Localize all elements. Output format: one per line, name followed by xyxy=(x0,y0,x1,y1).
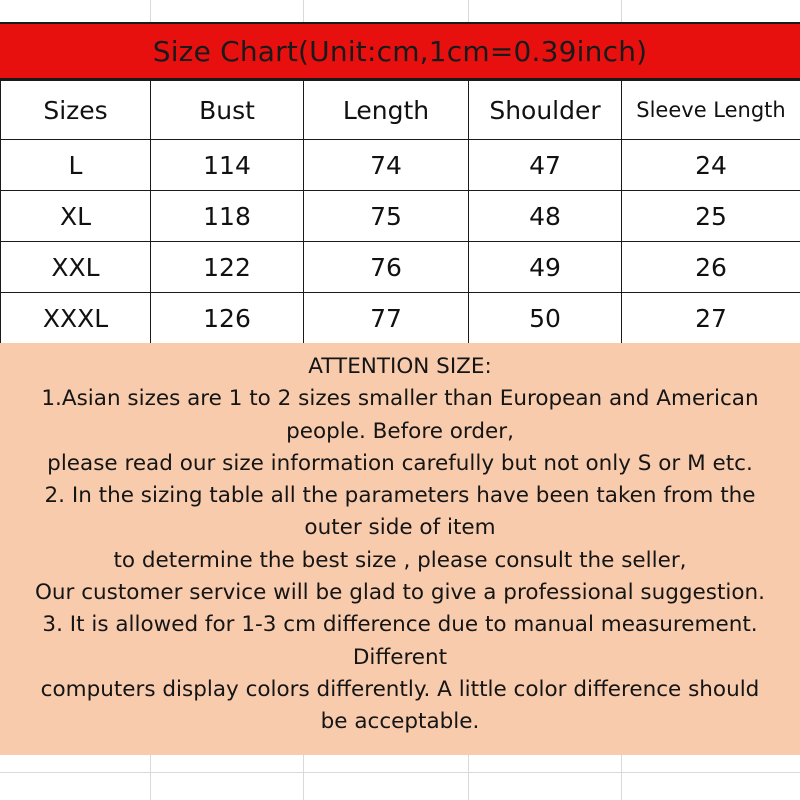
cell-sleeve-length: 25 xyxy=(622,191,800,242)
table-row xyxy=(1,191,800,242)
header-sleeve-length: Sleeve Length xyxy=(622,81,800,140)
attention-line: 3. It is allowed for 1-3 cm difference due to manual measurement. xyxy=(42,612,758,638)
cell-length: 75 xyxy=(304,191,469,242)
table-row xyxy=(1,140,800,191)
header-sizes: Sizes xyxy=(1,81,151,140)
attention-line: people. Before order, xyxy=(286,418,514,444)
attention-line: be acceptable. xyxy=(320,709,480,735)
attention-line: Different xyxy=(352,644,448,670)
cell-bust: 126 xyxy=(151,293,304,344)
header-length: Length xyxy=(304,81,469,140)
attention-heading: ATTENTION SIZE: xyxy=(308,354,492,379)
cell-shoulder: 49 xyxy=(469,242,622,293)
cell-size: XXL xyxy=(1,242,151,293)
cell-bust: 122 xyxy=(151,242,304,293)
attention-line: outer side of item xyxy=(304,515,496,541)
attention-line: 1.Asian sizes are 1 to 2 sizes smaller than European and American xyxy=(41,386,759,412)
table-row xyxy=(1,293,800,344)
cell-shoulder: 47 xyxy=(469,140,622,191)
cell-length: 74 xyxy=(304,140,469,191)
cell-shoulder: 50 xyxy=(469,293,622,344)
table-row xyxy=(1,242,800,293)
cell-size: L xyxy=(1,140,151,191)
attention-line: Our customer service will be glad to give a professional suggestion. xyxy=(35,580,765,606)
attention-line: to determine the best size , please consult the seller, xyxy=(113,547,687,573)
size-chart-title: Size Chart(Unit:cm,1cm=0.39inch) xyxy=(0,22,800,80)
cell-sleeve-length: 27 xyxy=(622,293,800,344)
cell-length: 77 xyxy=(304,293,469,344)
cell-size: XL xyxy=(1,191,151,242)
size-table xyxy=(0,80,800,344)
cell-shoulder: 48 xyxy=(469,191,622,242)
header-bust: Bust xyxy=(151,81,304,140)
cell-sleeve-length: 26 xyxy=(622,242,800,293)
cell-sleeve-length: 24 xyxy=(622,140,800,191)
cell-bust: 114 xyxy=(151,140,304,191)
header-shoulder: Shoulder xyxy=(469,81,622,140)
cell-size: XXXL xyxy=(1,293,151,344)
cell-length: 76 xyxy=(304,242,469,293)
cell-bust: 118 xyxy=(151,191,304,242)
attention-note xyxy=(0,343,800,755)
attention-line: 2. In the sizing table all the parameters have been taken from the xyxy=(44,483,756,509)
attention-line: computers display colors differently. A little color difference should xyxy=(40,676,760,702)
table-header-row xyxy=(1,81,800,140)
attention-line: please read our size information carefully but not only S or M etc. xyxy=(47,450,753,476)
